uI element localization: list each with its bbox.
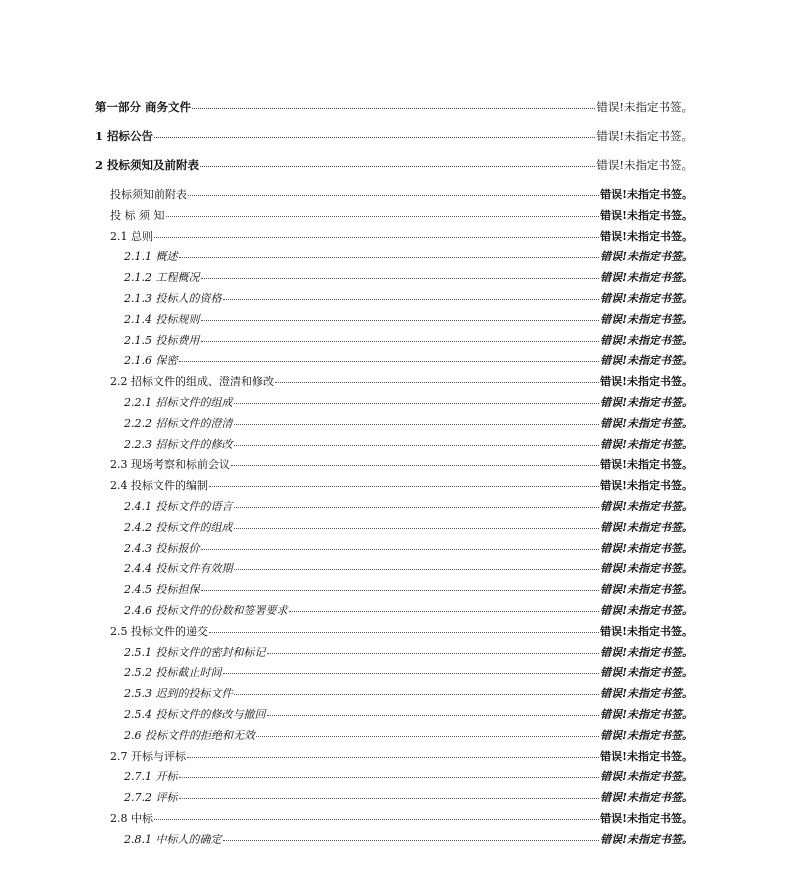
- toc-entry-page-ref: 错误!未指定书签。: [600, 583, 693, 597]
- toc-dot-leader: [256, 726, 599, 737]
- toc-entry[interactable]: [95, 665, 693, 686]
- toc-entry-title: 2.3 现场考察和标前会议: [110, 458, 230, 472]
- toc-dot-leader: [234, 497, 600, 508]
- toc-entry-title: 2.5.2 投标截止时间: [124, 666, 222, 680]
- toc-entry-title: 2.4.3 投标报价: [124, 541, 200, 555]
- toc-dot-leader: [201, 268, 600, 279]
- toc-entry-page-ref: 错误!未指定书签。: [600, 208, 693, 222]
- toc-entry[interactable]: [95, 158, 693, 187]
- toc-entry[interactable]: [95, 437, 693, 458]
- toc-dot-leader: [234, 393, 600, 404]
- table-of-contents: [95, 100, 693, 853]
- toc-dot-leader: [223, 830, 600, 841]
- toc-entry[interactable]: [95, 229, 693, 250]
- toc-entry-title: 2.7.2 评标: [124, 791, 178, 805]
- toc-entry-page-ref: 错误!未指定书签。: [600, 499, 693, 513]
- toc-entry-page-ref: 错误!未指定书签。: [600, 354, 693, 368]
- toc-dot-leader: [188, 185, 599, 196]
- toc-entry[interactable]: [95, 832, 693, 853]
- toc-entry-page-ref: 错误!未指定书签。: [600, 728, 693, 742]
- toc-entry-page-ref: 错误!未指定书签。: [600, 437, 693, 451]
- toc-entry[interactable]: [95, 395, 693, 416]
- toc-entry[interactable]: [95, 541, 693, 562]
- toc-dot-leader: [223, 663, 600, 674]
- toc-dot-leader: [267, 705, 600, 716]
- toc-dot-leader: [234, 684, 600, 695]
- toc-entry-title: 第一部分 商务文件: [95, 100, 192, 114]
- toc-entry[interactable]: [95, 520, 693, 541]
- toc-entry[interactable]: [95, 478, 693, 499]
- toc-entry-title: 2.7 开标与评标: [110, 749, 186, 763]
- toc-entry-title: 2.1 总则: [110, 229, 153, 243]
- toc-entry[interactable]: [95, 374, 693, 395]
- toc-entry-title: 2.4.5 投标担保: [124, 583, 200, 597]
- toc-entry[interactable]: [95, 100, 693, 129]
- toc-entry-page-ref: 错误!未指定书签。: [600, 312, 693, 326]
- toc-entry[interactable]: [95, 811, 693, 832]
- toc-entry-title: 2.2.1 招标文件的组成: [124, 395, 233, 409]
- toc-entry-page-ref: 错误!未指定书签。: [600, 624, 693, 638]
- toc-entry-page-ref: 错误!未指定书签。: [600, 395, 693, 409]
- toc-entry-title: 2.4 投标文件的编制: [110, 479, 208, 493]
- toc-entry[interactable]: [95, 416, 693, 437]
- toc-entry-page-ref: 错误!未指定书签。: [600, 749, 693, 763]
- toc-entry-title: 2.6 投标文件的拒绝和无效: [124, 728, 255, 742]
- toc-dot-leader: [234, 414, 600, 425]
- toc-entry-page-ref: 错误!未指定书签。: [600, 603, 693, 617]
- toc-dot-leader: [234, 435, 600, 446]
- toc-entry[interactable]: [95, 728, 693, 749]
- toc-dot-leader: [179, 788, 600, 799]
- toc-entry[interactable]: [95, 129, 693, 158]
- toc-entry[interactable]: [95, 645, 693, 666]
- toc-entry-page-ref: 错误!未指定书签。: [596, 158, 693, 172]
- toc-entry[interactable]: [95, 312, 693, 333]
- toc-entry[interactable]: [95, 582, 693, 603]
- toc-entry-page-ref: 错误!未指定书签。: [600, 271, 693, 285]
- toc-entry[interactable]: [95, 353, 693, 374]
- toc-dot-leader: [192, 98, 595, 109]
- toc-entry-title: 2.4.1 投标文件的语言: [124, 499, 233, 513]
- toc-entry[interactable]: [95, 499, 693, 520]
- toc-entry[interactable]: [95, 707, 693, 728]
- toc-dot-leader: [200, 156, 595, 167]
- toc-entry-page-ref: 错误!未指定书签。: [600, 541, 693, 555]
- toc-entry[interactable]: [95, 686, 693, 707]
- toc-entry-title: 2.4.6 投标文件的份数和签署要求: [124, 603, 288, 617]
- toc-entry-title: 投标须知前附表: [110, 188, 187, 201]
- toc-entry-title: 2.1.4 投标规则: [124, 312, 200, 326]
- toc-entry[interactable]: [95, 749, 693, 770]
- toc-entry-title: 2.5.3 迟到的投标文件: [124, 687, 233, 701]
- toc-entry-page-ref: 错误!未指定书签。: [600, 791, 693, 805]
- toc-entry-page-ref: 错误!未指定书签。: [600, 562, 693, 576]
- toc-entry-page-ref: 错误!未指定书签。: [600, 645, 693, 659]
- toc-dot-leader: [201, 580, 600, 591]
- toc-entry-title: 2.5.4 投标文件的修改与撤回: [124, 707, 266, 721]
- toc-entry-page-ref: 错误!未指定书签。: [596, 100, 693, 114]
- toc-dot-leader: [223, 289, 600, 300]
- toc-entry[interactable]: [95, 624, 693, 645]
- toc-entry-page-ref: 错误!未指定书签。: [600, 416, 693, 430]
- toc-dot-leader: [179, 351, 600, 362]
- toc-dot-leader: [267, 643, 600, 654]
- toc-entry-page-ref: 错误!未指定书签。: [600, 687, 693, 701]
- toc-entry[interactable]: [95, 603, 693, 624]
- toc-entry-title: 2.2.2 招标文件的澄清: [124, 416, 233, 430]
- toc-dot-leader: [154, 227, 599, 238]
- toc-entry-page-ref: 错误!未指定书签。: [600, 479, 693, 493]
- toc-dot-leader: [179, 767, 600, 778]
- toc-entry-page-ref: 错误!未指定书签。: [600, 291, 693, 305]
- toc-entry[interactable]: [95, 333, 693, 354]
- toc-entry[interactable]: [95, 249, 693, 270]
- toc-entry-title: 1 招标公告: [95, 129, 154, 143]
- toc-entry-page-ref: 错误!未指定书签。: [600, 520, 693, 534]
- toc-entry-page-ref: 错误!未指定书签。: [600, 458, 693, 472]
- toc-dot-leader: [289, 601, 600, 612]
- toc-entry-page-ref: 错误!未指定书签。: [600, 666, 693, 680]
- toc-entry-title: 2.5 投标文件的递交: [110, 624, 208, 638]
- toc-entry-title: 2.1.2 工程概况: [124, 271, 200, 285]
- toc-entry-page-ref: 错误!未指定书签。: [600, 229, 693, 243]
- toc-entry-title: 2.1.6 保密: [124, 354, 178, 368]
- toc-entry-title: 2.7.1 开标: [124, 770, 178, 784]
- toc-entry-title: 2.2.3 招标文件的修改: [124, 437, 233, 451]
- toc-entry[interactable]: [95, 270, 693, 291]
- toc-dot-leader: [154, 809, 599, 820]
- toc-entry-page-ref: 错误!未指定书签。: [600, 811, 693, 825]
- toc-entry-title: 2.4.2 投标文件的组成: [124, 520, 233, 534]
- toc-entry-page-ref: 错误!未指定书签。: [600, 375, 693, 389]
- toc-entry[interactable]: [95, 291, 693, 312]
- toc-dot-leader: [234, 559, 600, 570]
- toc-dot-leader: [187, 747, 599, 758]
- toc-entry-title: 2 投标须知及前附表: [95, 158, 200, 172]
- toc-entry-title: 2.5.1 投标文件的密封和标记: [124, 645, 266, 659]
- toc-entry-title: 2.4.4 投标文件有效期: [124, 562, 233, 576]
- toc-entry[interactable]: [95, 187, 693, 208]
- toc-dot-leader: [275, 372, 599, 383]
- toc-entry-page-ref: 错误!未指定书签。: [600, 333, 693, 347]
- toc-entry-page-ref: 错误!未指定书签。: [596, 129, 693, 143]
- toc-entry-page-ref: 错误!未指定书签。: [600, 188, 693, 201]
- toc-dot-leader: [234, 518, 600, 529]
- toc-dot-leader: [166, 206, 600, 217]
- toc-dot-leader: [154, 127, 595, 138]
- toc-entry-title: 投 标 须 知: [110, 208, 165, 222]
- toc-entry[interactable]: [95, 769, 693, 790]
- toc-entry[interactable]: [95, 790, 693, 811]
- toc-entry-page-ref: 错误!未指定书签。: [600, 250, 693, 264]
- toc-dot-leader: [201, 331, 600, 342]
- toc-dot-leader: [209, 476, 599, 487]
- toc-entry-title: 2.1.5 投标费用: [124, 333, 200, 347]
- toc-entry[interactable]: [95, 457, 693, 478]
- toc-entry-title: 2.8 中标: [110, 811, 153, 825]
- toc-entry-title: 2.2 招标文件的组成、澄清和修改: [110, 375, 274, 389]
- toc-dot-leader: [201, 310, 600, 321]
- toc-entry[interactable]: [95, 561, 693, 582]
- toc-dot-leader: [231, 455, 599, 466]
- toc-entry[interactable]: [95, 208, 693, 229]
- toc-entry-page-ref: 错误!未指定书签。: [600, 832, 693, 846]
- toc-entry-title: 2.8.1 中标人的确定: [124, 832, 222, 846]
- toc-entry-page-ref: 错误!未指定书签。: [600, 770, 693, 784]
- toc-entry-title: 2.1.1 概述: [124, 250, 178, 264]
- toc-dot-leader: [209, 622, 599, 633]
- toc-entry-page-ref: 错误!未指定书签。: [600, 707, 693, 721]
- toc-dot-leader: [201, 539, 600, 550]
- toc-entry-title: 2.1.3 投标人的资格: [124, 291, 222, 305]
- toc-dot-leader: [179, 247, 600, 258]
